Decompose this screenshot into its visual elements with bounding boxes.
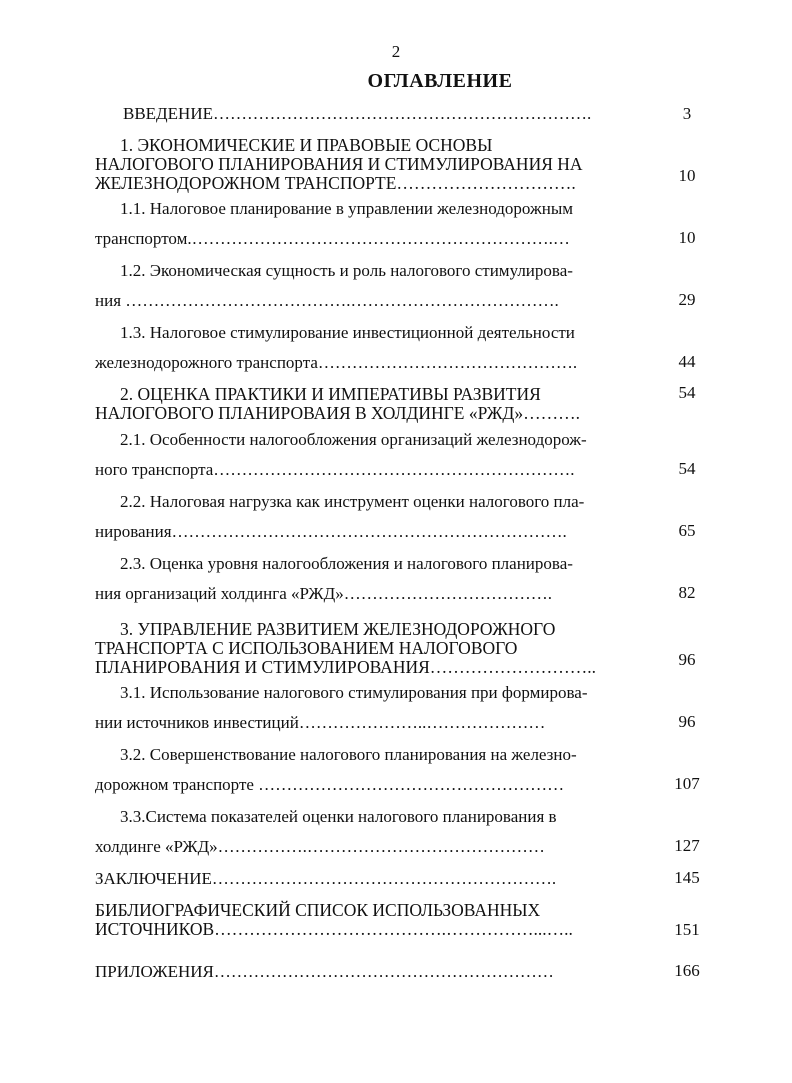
page-title: ОГЛАВЛЕНИЕ <box>367 70 513 92</box>
toc-section-2-2-page: 65 <box>678 521 696 540</box>
toc-section-1-3-page: 44 <box>678 352 696 371</box>
toc-intro: ВВЕДЕНИЕ…………………………………………………………. <box>123 104 592 123</box>
toc-chapter-1-line-2: НАЛОГОВОГО ПЛАНИРОВАНИЯ И СТИМУЛИРОВАНИЯ НА <box>95 154 583 174</box>
toc-section-1-2-line-1: 1.2. Экономическая сущность и роль налогового стимулирова- <box>120 261 573 280</box>
toc-section-3-1-line-1: 3.1. Использование налогового стимулирования при формирова- <box>120 683 588 702</box>
toc-section-1-1-page: 10 <box>678 228 696 247</box>
toc-section-1-3-line-1: 1.3. Налоговое стимулирование инвестиционной деятельности <box>120 323 575 342</box>
toc-section-1-2-page: 29 <box>678 290 696 309</box>
toc-section-1-1-line-2: транспортом.……………………………………………………….… <box>95 229 570 248</box>
toc-section-2-1-line-1: 2.1. Особенности налогообложения организаций железнодорож- <box>120 430 587 449</box>
toc-section-2-1-page: 54 <box>678 459 696 478</box>
toc-section-1-3-line-2: железнодорожного транспорта………………………………………. <box>95 353 578 372</box>
toc-section-2-3-line-2: ния организаций холдинга «РЖД»………………………………. <box>95 584 552 603</box>
toc-section-2-3-page: 82 <box>678 583 696 602</box>
toc-chapter-3-line-2: ТРАНСПОРТА С ИСПОЛЬЗОВАНИЕМ НАЛОГОВОГО <box>95 638 518 658</box>
toc-section-2-2-line-1: 2.2. Налоговая нагрузка как инструмент оценки налогового пла- <box>120 492 585 511</box>
toc-section-2-2-line-2: нирования……………………………………………………………. <box>95 522 567 541</box>
toc-appendices: ПРИЛОЖЕНИЯ…………………………………………………… <box>95 962 554 981</box>
toc-section-1-1-line-1: 1.1. Налоговое планирование в управлении железнодорожным <box>120 199 573 218</box>
toc-section-3-1-line-2: нии источников инвестиций…………………..………………… <box>95 713 546 732</box>
toc-chapter-2-line-2: НАЛОГОВОГО ПЛАНИРОВАИЯ В ХОЛДИНГЕ «РЖД»………. <box>95 403 580 423</box>
toc-intro-page: 3 <box>682 104 692 123</box>
toc-chapter-3-line-3: ПЛАНИРОВАНИЯ И СТИМУЛИРОВАНИЯ……………………….. <box>95 657 597 677</box>
toc-appendices-page: 166 <box>674 961 700 980</box>
toc-section-1-2-line-2: ния ………………………………….………………………………. <box>95 291 559 310</box>
toc-section-3-3-page: 127 <box>674 836 700 855</box>
toc-conclusion-page: 145 <box>674 868 700 887</box>
toc-bibliography-line-2: ИСТОЧНИКОВ………………………………….……………...….. <box>95 919 573 939</box>
toc-chapter-3-page: 96 <box>678 650 696 669</box>
toc-section-3-2-line-1: 3.2. Совершенствование налогового планирования на железно- <box>120 745 577 764</box>
page-number: 2 <box>391 42 401 61</box>
toc-chapter-2-page: 54 <box>678 383 696 402</box>
toc-chapter-1-line-3: ЖЕЛЕЗНОДОРОЖНОМ ТРАНСПОРТЕ…………………………. <box>95 173 576 193</box>
toc-bibliography-page: 151 <box>674 920 700 939</box>
toc-section-3-2-line-2: дорожном транспорте ……………………………………………… <box>95 775 565 794</box>
toc-chapter-3-line-1: 3. УПРАВЛЕНИЕ РАЗВИТИЕМ ЖЕЛЕЗНОДОРОЖНОГО <box>120 619 556 639</box>
toc-conclusion: ЗАКЛЮЧЕНИЕ……………………………………………………. <box>95 869 557 888</box>
toc-section-2-1-line-2: ного транспорта………………………………………………………. <box>95 460 575 479</box>
toc-section-3-2-page: 107 <box>674 774 700 793</box>
toc-section-3-3-line-2: холдинге «РЖД»…………….…………………………………… <box>95 837 545 856</box>
toc-section-3-1-page: 96 <box>678 712 696 731</box>
toc-bibliography-line-1: БИБЛИОГРАФИЧЕСКИЙ СПИСОК ИСПОЛЬЗОВАННЫХ <box>95 900 541 920</box>
toc-section-3-3-line-1: 3.3.Система показателей оценки налогового планирования в <box>120 807 557 826</box>
toc-chapter-1-page: 10 <box>678 166 696 185</box>
toc-chapter-2-line-1: 2. ОЦЕНКА ПРАКТИКИ И ИМПЕРАТИВЫ РАЗВИТИЯ <box>120 384 541 404</box>
toc-section-2-3-line-1: 2.3. Оценка уровня налогообложения и налогового планирова- <box>120 554 573 573</box>
toc-chapter-1-line-1: 1. ЭКОНОМИЧЕСКИЕ И ПРАВОВЫЕ ОСНОВЫ <box>120 135 493 155</box>
